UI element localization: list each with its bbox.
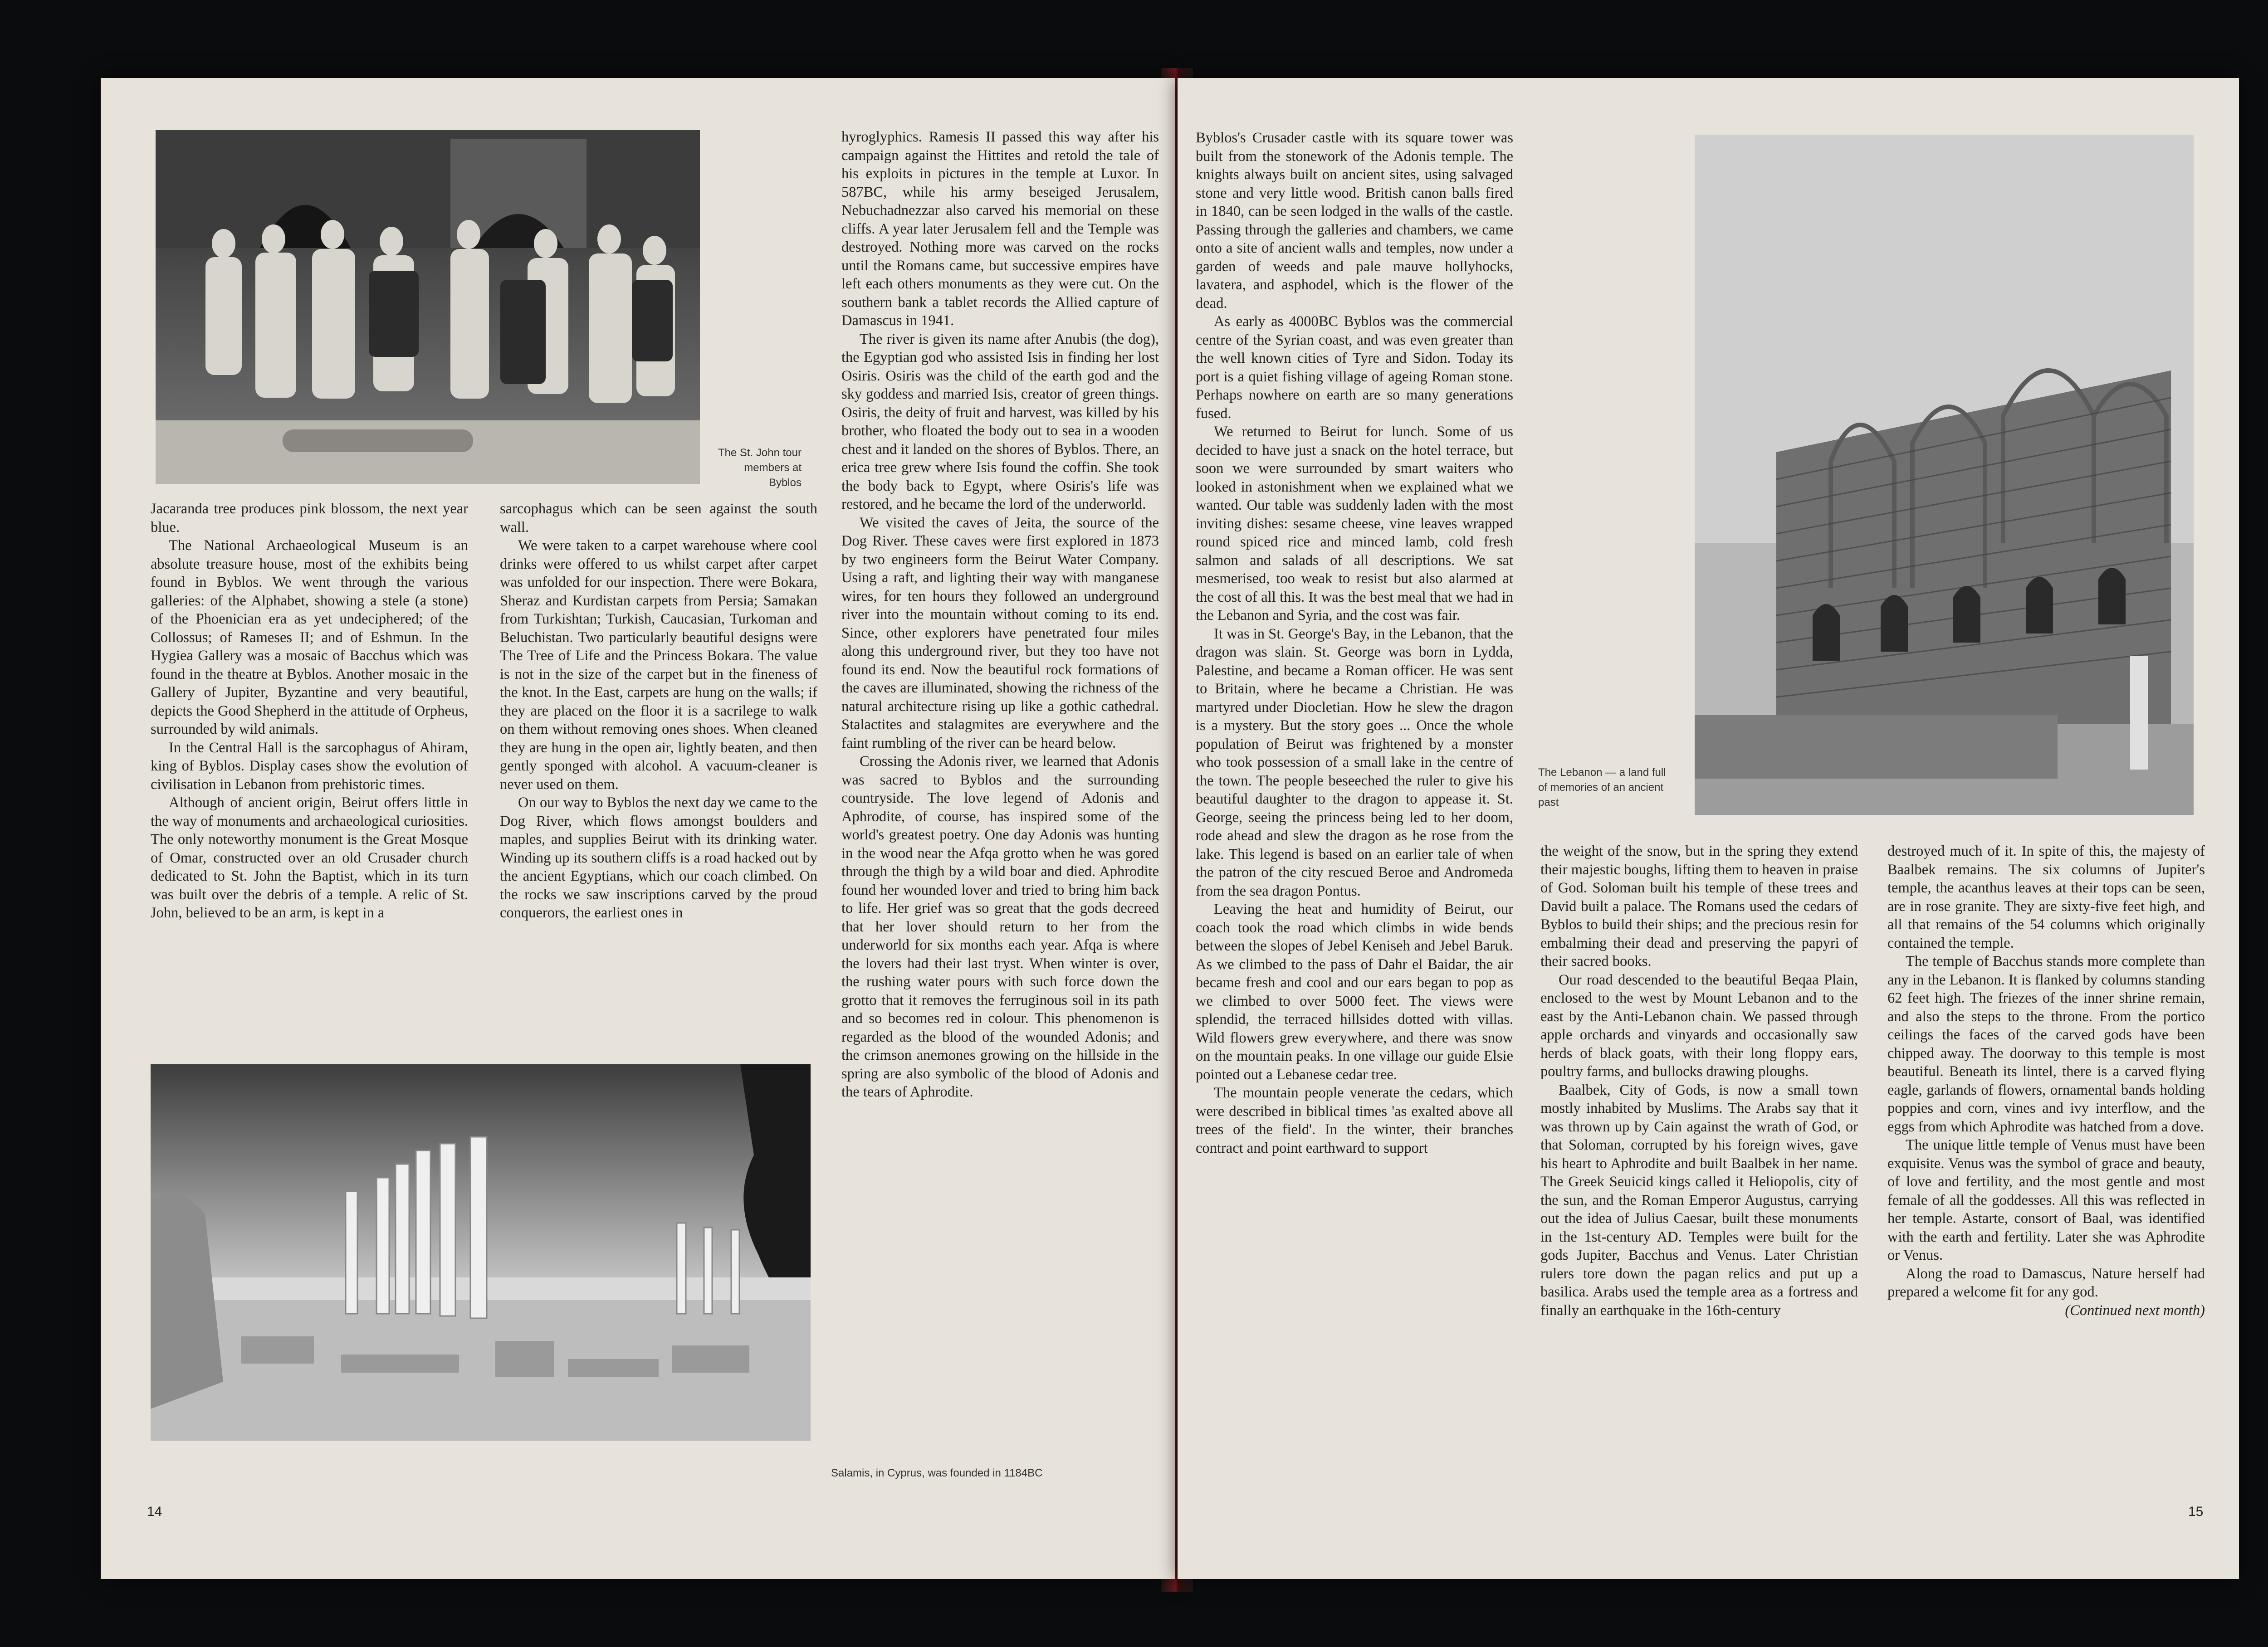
paragraph: hyroglyphics. Ramesis II passed this way after his campaign against the Hittites and retold the tale of his exploits in pictures in the temple at Luxor. In 587BC, while his army beseiged Jerusalem, Nebuchadnezzar also carved his memorial on these cliffs. A year later Jerusalem fell and the Temple was destroyed. Nothing more was carved on the rocks until the Romans came, but successive empires have left each others monuments as they were cut. On the southern bank a tablet records the Allied capture of Damascus in 1941. [841, 129, 1159, 329]
paragraph: sarcophagus which can be seen against the south wall. [500, 501, 817, 536]
paragraph: On our way to Byblos the next day we came to the Dog River, which flows amongst boulders and maples, and supplies Beirut with its drinking water. Winding up its southern cliffs is a road hacked out by the ancient Egyptians, which our coach climbed. On the rocks we saw inscriptions carved by the proud conquerors, the earliest ones in [500, 794, 817, 921]
paragraph: It was in St. George's Bay, in the Lebanon, that the dragon was slain. St. George was born in Lydda, Palestine, and became a Roman officer. He was sent to Britain, where he became a Christian. He was martyred under Diocletian. How he slew the dragon is a mystery. But the story goes ... Once the whole population of Beirut was frightened by a monster who took possession of a small lake in the centre of the town. The people beseeched the ruler to give his beautiful daughter to the dragon to appease it. St. George, seeing the princess being led to her doom, rode ahead and slew the dragon as he rose from the lake. This legend is based on an earlier tale of when the patron of the city rescued Beroe and Andromeda from the sea dragon Pontus. [1196, 625, 1513, 899]
salamis-photo-caption: Salamis, in Cyprus, was founded in 1184BC [831, 1467, 1043, 1479]
lebanon-photo-caption: The Lebanon — a land full of memories of an ancient past [1538, 766, 1666, 809]
paragraph: Baalbek, City of Gods, is now a small town mostly inhabited by Muslims. The Arabs say that it was thrown up by Cain against the wrath of God, or that Soloman, corrupted by his foreign wives, gave his heart to Aphrodite and built Baalbek in her name. The Greek Seuicid kings called it Heliopolis, city of the sun, and the Roman Emperor Augustus, carrying out the idea of Julius Caesar, built these monuments in the 1st-century AD. Temples were built for the gods Jupiter, Bacchus and Venus. Later Christian rulers tore down the pagan relics and put up a basilica. Arabs used the temple area as a fortress and finally an earthquake in the 16th-century [1540, 1082, 1858, 1319]
tour-photo-caption: The St. John tour members at Byblos [718, 447, 802, 489]
paragraph: The mountain people venerate the cedars, which were described in biblical times 'as exalted above all trees of the field'. In the winter, their branches contract and point earthward to support [1196, 1085, 1513, 1156]
paragraph: Byblos's Crusader castle with its square tower was built from the stonework of the Adonis temple. The knights always built on ancient sites, using salvaged stone and very little wood. British canon balls fired in 1840, can be seen lodged in the walls of the castle. Passing through the galleries and chambers, we came onto a site of ancient walls and temples, now under a garden of weeds and pale mauve hollyhocks, lavatera, and asphodel, which is the flower of the dead. [1196, 130, 1513, 312]
paragraph: We returned to Beirut for lunch. Some of us decided to have just a snack on the hotel terrace, but soon we were surrounded by smart waiters who looked in astonishment when we explained what we wanted. Our table was suddenly laden with the most inviting dishes: sesame cheese, vine leaves wrapped round spiced rice and minced lamb, cold fresh salmon and salads of all descriptions. We sat mesmerised, too weak to resist but also alarmed at the cost of all this. It was the best meal that we had in the Lebanon and Syria, and the cost was fair. [1196, 424, 1513, 624]
salamis-ruins-photo [151, 1064, 811, 1441]
paragraph: Along the road to Damascus, Nature herself had prepared a welcome fit for any god. [1887, 1265, 2205, 1300]
baalbek-ruins-photo [1695, 135, 2194, 815]
paragraph: Our road descended to the beautiful Beqaa Plain, enclosed to the west by Mount Lebanon and to the east by the Anti-Lebanon chain. We passed through apple orchards and vinyards and occasionally saw herds of black goats, with their long floppy ears, poultry farms, and bullocks drawing ploughs. [1540, 971, 1858, 1080]
left-column-3 [841, 128, 1159, 1101]
paragraph: Although of ancient origin, Beirut offers little in the way of monuments and archaeological curiosities. The only noteworthy monument is the Great Mosque of Omar, constructed over an old Crusader church dedicated to St. John the Baptist, which in its turn was built over the debris of a temple. A relic of St. John, believed to be an arm, is kept in a [151, 794, 468, 921]
page-number-right: 15 [2188, 1504, 2204, 1519]
right-column-1 [1196, 129, 1513, 1157]
paragraph: the weight of the snow, but in the spring they extend their majestic boughs, lifting them to heaven in praise of God. Soloman built his temple of these trees and David built a palace. The Romans used the cedars of Byblos to build their ships; and the precious resin for embalming their dead and preserving the papyri of their sacred books. [1540, 843, 1858, 970]
paragraph: The river is given its name after Anubis (the dog), the Egyptian god who assisted Isis in finding her lost Osiris. Osiris was the child of the earth god and the sky goddess and married Isis, creator of green things. Osiris, the deity of fruit and harvest, was killed by his brother, who floated the body out to sea in a wooden chest and it landed on the shores of Byblos. There, an erica tree grew where Isis found the coffin. She took the body back to Egypt, where Osiris's life was restored, and he became the lord of the underworld. [841, 331, 1159, 512]
paragraph: Crossing the Adonis river, we learned that Adonis was sacred to Byblos and the surrounding countryside. The love legend of Adonis and Aphrodite, of course, has inspired some of the world's greatest poetry. One day Adonis was hunting in the wood near the Afqa grotto when he was gored through the thigh by a wild boar and died. Aphrodite found her wounded lover and tried to bring him back to life. Her grief was so great that the gods decreed that her lover should return to her from the underworld for six months each year. Afqa is where the lovers had their last tryst. When winter is over, the rushing water pours with such force down the grotto that it removes the ferruginous soil in its path and so becomes red in colour. This phenomenon is regarded as the blood of the wounded Adonis; and the crimson anemones growing on the hillside in the spring are also symbolic of the blood of Adonis and the tears of Aphrodite. [841, 753, 1159, 1100]
paragraph: The temple of Bacchus stands more complete than any in the Lebanon. It is flanked by columns standing 62 feet high. The friezes of the inner shrine remain, and also the steps to the throne. From the portico ceilings the faces of the carved gods have been chipped away. The doorway to this temple is most beautiful. Beneath its lintel, there is a carved flying eagle, garlands of flowers, ornamental bands holding poppies and corn, vines and ivy interflow, and the eggs from which Aphrodite was hatched from a dove. [1887, 953, 2205, 1135]
paragraph: The unique little temple of Venus must have been exquisite. Venus was the symbol of grace and beauty, of love and fertility, and the most gentle and most female of all the goddesses. All this was reflected in her temple. Astarte, consort of Baal, was identified with the earth and fertility. Later she was Aphrodite or Venus. [1887, 1137, 2205, 1263]
left-page [101, 78, 1175, 1579]
page-number-left: 14 [147, 1504, 162, 1519]
paragraph: In the Central Hall is the sarcophagus of Ahiram, king of Byblos. Display cases show the evolution of civilisation in Lebanon from prehistoric times. [151, 739, 468, 793]
continued-note: (Continued next month) [2065, 1302, 2205, 1319]
right-page [1178, 78, 2239, 1579]
paragraph: The National Archaeological Museum is an absolute treasure house, most of the exhibits being found in Byblos. We went through the various galleries: of the Alphabet, showing a stele (a stone) of the Phoenician era as yet undeciphered; of the Collossus; of Rameses II; and of Eshmun. In the Hygiea Gallery was a mosaic of Bacchus which was found in the theatre at Byblos. Another mosaic in the Gallery of Jupiter, Byzantine and very beautiful, depicts the Good Shepherd in the attitude of Orpheus, surrounded by wild animals. [151, 537, 468, 737]
right-column-3 [1887, 842, 2205, 1320]
paragraph: destroyed much of it. In spite of this, the majesty of Baalbek remains. The six columns of Jupiter's temple, the acanthus leaves at their tops can be seen, are in rose granite. They are sixty-five feet high, and all that remains of the 54 columns which originally contained the temple. [1887, 843, 2205, 951]
paragraph: Leaving the heat and humidity of Beirut, our coach took the road which climbs in wide bends between the slopes of Jebel Keniseh and Jebel Baruk. As we climbed to the pass of Dahr el Baidar, the air became fresh and cool and our ears began to pop as we climbed to over 5000 feet. The views were splendid, the terraced hillsides dotted with villas. Wild flowers grew everywhere, and there was snow on the mountain peaks. In one village our guide Elsie pointed out a Lebanese cedar tree. [1196, 901, 1513, 1083]
paragraph: We were taken to a carpet warehouse where cool drinks were offered to us whilst carpet after carpet was unfolded for our inspection. There were Bokara, Sheraz and Kurdistan carpets from Persia; Samakan from Turkishtan; Turkish, Caucasian, Turkoman and Beluchistan. Two particularly beautiful designs were The Tree of Life and the Princess Bokara. The value is not in the size of the carpet but in the fineness of the knot. In the East, carpets are hung on the walls; if they are placed on the floor it is a sacrilege to walk on them without removing ones shoes. When cleaned they are hung in the open air, lightly beaten, and then gently sponged with alcohol. A vacuum-cleaner is never used on them. [500, 537, 817, 793]
left-column-1 [151, 500, 468, 922]
paragraph: We visited the caves of Jeita, the source of the Dog River. These caves were first explored in 1873 by two engineers form the Beirut Water Company. Using a raft, and lighting their way with manganese wires, for ten hours they followed an underground river into the mountain without coming to its end. Since, other explorers have penetrated four miles along this underground river, but they too have not found its end. Now the beautiful rock formations of the caves are illuminated, showing the richness of the natural architecture rising up like a gothic cathedral. Stalactites and stalagmites are everywhere and the faint rumbling of the river can be heard below. [841, 514, 1159, 751]
left-column-2 [500, 500, 817, 922]
paragraph: As early as 4000BC Byblos was the commercial centre of the Syrian coast, and was even greater than the well known cities of Tyre and Sidon. Today its port is a quiet fishing village of ageing Roman stone. Perhaps nowhere on earth are so many generations fused. [1196, 313, 1513, 422]
right-column-2 [1540, 842, 1858, 1320]
tour-group-photo [156, 130, 700, 484]
paragraph: Jacaranda tree produces pink blossom, the next year blue. [151, 501, 468, 536]
